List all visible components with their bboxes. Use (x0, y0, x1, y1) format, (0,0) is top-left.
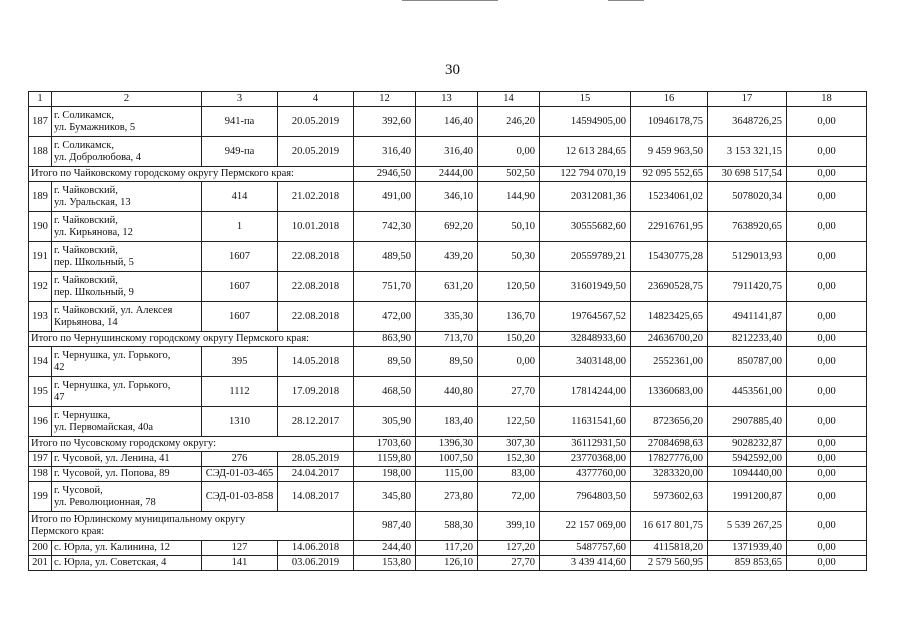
table-row (29, 242, 867, 272)
subtotal-cell: 92 095 552,65 (631, 167, 708, 182)
table-cell: 346,10 (416, 182, 478, 212)
table-cell: 1991200,87 (708, 482, 787, 512)
table-cell: 0,00 (787, 272, 867, 302)
table-cell: 23690528,75 (631, 272, 708, 302)
table-cell: 200 (29, 541, 52, 556)
table-cell: 7964803,50 (540, 482, 631, 512)
table-cell: 3283320,00 (631, 467, 708, 482)
subtotal-cell: 8212233,40 (708, 332, 787, 347)
table-cell: 7911420,75 (708, 272, 787, 302)
table-cell: 0,00 (787, 556, 867, 571)
table-cell: 194 (29, 347, 52, 377)
table-cell: 273,80 (416, 482, 478, 512)
table-cell: 196 (29, 407, 52, 437)
table-cell: 345,80 (354, 482, 416, 512)
table-cell: 120,50 (478, 272, 540, 302)
table-cell: 14594905,00 (540, 107, 631, 137)
subtotal-cell: 0,00 (787, 332, 867, 347)
table-cell: 115,00 (416, 467, 478, 482)
subtotal-cell: 2946,50 (354, 167, 416, 182)
table-cell: 144,90 (478, 182, 540, 212)
table-cell: 1371939,40 (708, 541, 787, 556)
table-cell: 1607 (202, 242, 278, 272)
header-row (29, 92, 867, 107)
table-row (29, 302, 867, 332)
table-cell: 0,00 (478, 347, 540, 377)
table-cell: 10946178,75 (631, 107, 708, 137)
address-cell: г. Чернушка, ул. Горького, 47 (52, 377, 202, 407)
subtotal-cell: 307,30 (478, 437, 540, 452)
subtotal-cell: 713,70 (416, 332, 478, 347)
table-row (29, 452, 867, 467)
address-cell: г. Чайковский, пер. Школьный, 5 (52, 242, 202, 272)
table-cell: 27,70 (478, 377, 540, 407)
table-cell: 22916761,95 (631, 212, 708, 242)
table-row (29, 556, 867, 571)
table-cell: 20.05.2019 (278, 107, 354, 137)
table-cell: 859 853,65 (708, 556, 787, 571)
address-cell: г. Чусовой, ул. Революционная, 78 (52, 482, 202, 512)
table-cell: 22.08.2018 (278, 272, 354, 302)
table-cell: СЭД-01-03-858 (202, 482, 278, 512)
table-cell: 152,30 (478, 452, 540, 467)
table-row (29, 467, 867, 482)
table-cell: 50,30 (478, 242, 540, 272)
table-cell: 141 (202, 556, 278, 571)
table-cell: 3403148,00 (540, 347, 631, 377)
table-cell: 0,00 (787, 377, 867, 407)
table-cell: 187 (29, 107, 52, 137)
table-row (29, 107, 867, 137)
table-cell: 8723656,20 (631, 407, 708, 437)
table-cell: 4453561,00 (708, 377, 787, 407)
table-cell: 197 (29, 452, 52, 467)
subtotal-row (29, 437, 867, 452)
table-cell: 1310 (202, 407, 278, 437)
table-row (29, 272, 867, 302)
table-cell: 198 (29, 467, 52, 482)
table-cell: 136,70 (478, 302, 540, 332)
table-cell: 10.01.2018 (278, 212, 354, 242)
subtotal-cell: 5 539 267,25 (708, 512, 787, 541)
table-cell: 15234061,02 (631, 182, 708, 212)
table-cell: 14.08.2017 (278, 482, 354, 512)
table-cell: 89,50 (416, 347, 478, 377)
address-cell: г. Соликамск, ул. Добролюбова, 4 (52, 137, 202, 167)
top-rule-right (608, 0, 644, 1)
table-cell: 72,00 (478, 482, 540, 512)
table-cell: 28.05.2019 (278, 452, 354, 467)
subtotal-cell: 36112931,50 (540, 437, 631, 452)
table-cell: 5487757,60 (540, 541, 631, 556)
subtotal-cell: 0,00 (787, 437, 867, 452)
table-cell: 17.09.2018 (278, 377, 354, 407)
table-cell: 468,50 (354, 377, 416, 407)
table-cell: 190 (29, 212, 52, 242)
subtotal-row (29, 512, 867, 541)
table-cell: 392,60 (354, 107, 416, 137)
address-cell: г. Чусовой, ул. Попова, 89 (52, 467, 202, 482)
subtotal-cell: 16 617 801,75 (631, 512, 708, 541)
subtotal-row (29, 332, 867, 347)
subtotal-cell: 9028232,87 (708, 437, 787, 452)
table-cell: 0,00 (787, 467, 867, 482)
table-cell: 19764567,52 (540, 302, 631, 332)
table-cell: 193 (29, 302, 52, 332)
table-cell: 28.12.2017 (278, 407, 354, 437)
table-row (29, 482, 867, 512)
table-cell: 83,00 (478, 467, 540, 482)
table-cell: 126,10 (416, 556, 478, 571)
table-cell: 439,20 (416, 242, 478, 272)
table-cell: 22.08.2018 (278, 242, 354, 272)
table-cell: 631,20 (416, 272, 478, 302)
column-header-2: 2 (52, 92, 202, 107)
subtotal-label: Итого по Чусовскому городскому округу: (29, 437, 354, 452)
table-cell: 316,40 (354, 137, 416, 167)
address-cell: г. Чайковский, ул. Алексея Кирьянова, 14 (52, 302, 202, 332)
table-row (29, 212, 867, 242)
subtotal-cell: 30 698 517,54 (708, 167, 787, 182)
table-cell: 122,50 (478, 407, 540, 437)
table-row (29, 182, 867, 212)
table-cell: 195 (29, 377, 52, 407)
column-header-14: 14 (478, 92, 540, 107)
table-cell: 2907885,40 (708, 407, 787, 437)
table-cell: 153,80 (354, 556, 416, 571)
table-cell: 751,70 (354, 272, 416, 302)
table-cell: 9 459 963,50 (631, 137, 708, 167)
table-body (29, 107, 867, 571)
column-header-13: 13 (416, 92, 478, 107)
address-cell: с. Юрла, ул. Калинина, 12 (52, 541, 202, 556)
subtotal-cell: 987,40 (354, 512, 416, 541)
address-cell: г. Чайковский, ул. Кирьянова, 12 (52, 212, 202, 242)
table-cell: 692,20 (416, 212, 478, 242)
table-cell: 1607 (202, 272, 278, 302)
table-cell: 4941141,87 (708, 302, 787, 332)
table-cell: 0,00 (787, 541, 867, 556)
table-row (29, 137, 867, 167)
subtotal-cell: 32848933,60 (540, 332, 631, 347)
table-cell: 15430775,28 (631, 242, 708, 272)
subtotal-label: Итого по Чайковскому городскому округу Пермского края: (29, 167, 354, 182)
table-cell: 1094440,00 (708, 467, 787, 482)
column-header-15: 15 (540, 92, 631, 107)
column-header-16: 16 (631, 92, 708, 107)
table-cell: 17827776,00 (631, 452, 708, 467)
table-cell: 276 (202, 452, 278, 467)
table-cell: 50,10 (478, 212, 540, 242)
subtotal-cell: 1396,30 (416, 437, 478, 452)
table-cell: 189 (29, 182, 52, 212)
table-cell: 198,00 (354, 467, 416, 482)
column-header-18: 18 (787, 92, 867, 107)
table-cell: 0,00 (787, 242, 867, 272)
table-cell: 23770368,00 (540, 452, 631, 467)
subtotal-label: Итого по Чернушинскому городскому округу Пермского края: (29, 332, 354, 347)
table-cell: 395 (202, 347, 278, 377)
address-cell: г. Чайковский, ул. Уральская, 13 (52, 182, 202, 212)
table-cell: 146,40 (416, 107, 478, 137)
table-row (29, 377, 867, 407)
table-cell: 0,00 (478, 137, 540, 167)
table-cell: 127 (202, 541, 278, 556)
table-row (29, 407, 867, 437)
table-cell: 127,20 (478, 541, 540, 556)
table-cell: 3 153 321,15 (708, 137, 787, 167)
table-row (29, 541, 867, 556)
table-cell: 0,00 (787, 212, 867, 242)
subtotal-cell: 24636700,20 (631, 332, 708, 347)
table-cell: 192 (29, 272, 52, 302)
table-cell: 0,00 (787, 347, 867, 377)
table-cell: 11631541,60 (540, 407, 631, 437)
address-cell: с. Юрла, ул. Советская, 4 (52, 556, 202, 571)
table-cell: 27,70 (478, 556, 540, 571)
table-cell: 1007,50 (416, 452, 478, 467)
subtotal-cell: 0,00 (787, 167, 867, 182)
table-cell: 0,00 (787, 302, 867, 332)
table-cell: 246,20 (478, 107, 540, 137)
table-cell: 22.08.2018 (278, 302, 354, 332)
table-cell: 191 (29, 242, 52, 272)
table-cell: 4377760,00 (540, 467, 631, 482)
table-cell: 31601949,50 (540, 272, 631, 302)
table-cell: 414 (202, 182, 278, 212)
address-cell: г. Чернушка, ул. Первомайская, 40а (52, 407, 202, 437)
table-cell: 305,90 (354, 407, 416, 437)
table-cell: 14.05.2018 (278, 347, 354, 377)
table-cell: 0,00 (787, 137, 867, 167)
table-cell: 17814244,00 (540, 377, 631, 407)
table-cell: 201 (29, 556, 52, 571)
subtotal-cell: 2444,00 (416, 167, 478, 182)
subtotal-cell: 122 794 070,19 (540, 167, 631, 182)
subtotal-row (29, 167, 867, 182)
subtotal-cell: 22 157 069,00 (540, 512, 631, 541)
table-cell: 20.05.2019 (278, 137, 354, 167)
table-cell: 1159,80 (354, 452, 416, 467)
subtotal-cell: 27084698,63 (631, 437, 708, 452)
address-cell: г. Чусовой, ул. Ленина, 41 (52, 452, 202, 467)
subtotal-cell: 1703,60 (354, 437, 416, 452)
table-cell: 489,50 (354, 242, 416, 272)
table-cell: 1 (202, 212, 278, 242)
table-cell: 850787,00 (708, 347, 787, 377)
table-cell: 1607 (202, 302, 278, 332)
table-cell: 472,00 (354, 302, 416, 332)
table-row (29, 347, 867, 377)
table-cell: СЭД-01-03-465 (202, 467, 278, 482)
column-header-12: 12 (354, 92, 416, 107)
subtotal-cell: 588,30 (416, 512, 478, 541)
table-cell: 7638920,65 (708, 212, 787, 242)
column-header-3: 3 (202, 92, 278, 107)
subtotal-cell: 399,10 (478, 512, 540, 541)
table-cell: 30555682,60 (540, 212, 631, 242)
table-cell: 199 (29, 482, 52, 512)
table-cell: 742,30 (354, 212, 416, 242)
table-cell: 12 613 284,65 (540, 137, 631, 167)
table-cell: 5973602,63 (631, 482, 708, 512)
table-cell: 14.06.2018 (278, 541, 354, 556)
column-header-17: 17 (708, 92, 787, 107)
table-cell: 24.04.2017 (278, 467, 354, 482)
address-cell: г. Чернушка, ул. Горького, 42 (52, 347, 202, 377)
table-cell: 3 439 414,60 (540, 556, 631, 571)
table-cell: 4115818,20 (631, 541, 708, 556)
table-cell: 117,20 (416, 541, 478, 556)
table-cell: 244,40 (354, 541, 416, 556)
column-header-4: 4 (278, 92, 354, 107)
subtotal-label: Итого по Юрлинскому муниципальному округу Пермского края: (29, 512, 354, 541)
table-cell: 20559789,21 (540, 242, 631, 272)
subtotal-cell: 0,00 (787, 512, 867, 541)
table-cell: 0,00 (787, 407, 867, 437)
table-cell: 2 579 560,95 (631, 556, 708, 571)
address-cell: г. Соликамск, ул. Бумажников, 5 (52, 107, 202, 137)
table-cell: 183,40 (416, 407, 478, 437)
table-cell: 0,00 (787, 182, 867, 212)
table-cell: 0,00 (787, 107, 867, 137)
subtotal-cell: 863,90 (354, 332, 416, 347)
table-cell: 335,30 (416, 302, 478, 332)
table-cell: 440,80 (416, 377, 478, 407)
table-cell: 0,00 (787, 482, 867, 512)
table-cell: 5078020,34 (708, 182, 787, 212)
table-cell: 13360683,00 (631, 377, 708, 407)
page-number: 30 (445, 62, 460, 78)
address-cell: г. Чайковский, пер. Школьный, 9 (52, 272, 202, 302)
table-cell: 316,40 (416, 137, 478, 167)
subtotal-cell: 150,20 (478, 332, 540, 347)
table-cell: 5942592,00 (708, 452, 787, 467)
table-cell: 21.02.2018 (278, 182, 354, 212)
table-cell: 14823425,65 (631, 302, 708, 332)
top-rule-left (402, 0, 498, 1)
table-cell: 0,00 (787, 452, 867, 467)
subtotal-cell: 502,50 (478, 167, 540, 182)
table-cell: 20312081,36 (540, 182, 631, 212)
table-cell: 5129013,93 (708, 242, 787, 272)
table-cell: 03.06.2019 (278, 556, 354, 571)
table-cell: 491,00 (354, 182, 416, 212)
data-table (28, 91, 867, 571)
table-cell: 89,50 (354, 347, 416, 377)
table-cell: 2552361,00 (631, 347, 708, 377)
table-cell: 3648726,25 (708, 107, 787, 137)
table-cell: 949-па (202, 137, 278, 167)
table-cell: 188 (29, 137, 52, 167)
column-header-1: 1 (29, 92, 52, 107)
table-cell: 1112 (202, 377, 278, 407)
table-cell: 941-па (202, 107, 278, 137)
